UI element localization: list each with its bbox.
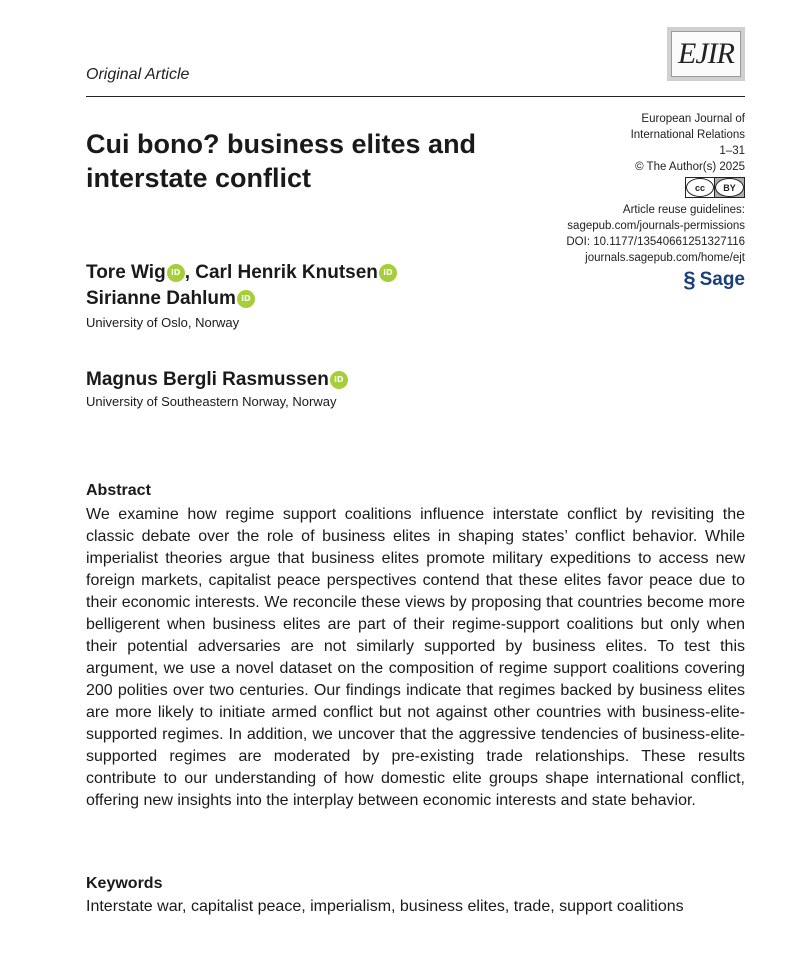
keywords-text: Interstate war, capitalist peace, imperialism, business elites, trade, support coalitions bbox=[86, 898, 684, 915]
keywords-heading: Keywords bbox=[86, 875, 163, 892]
article-type: Original Article bbox=[86, 66, 190, 83]
journal-logo bbox=[667, 27, 745, 81]
reuse-link[interactable]: sagepub.com/journals-permissions bbox=[567, 220, 745, 232]
by-icon: BY bbox=[715, 178, 744, 197]
journal-home-link[interactable]: journals.sagepub.com/home/ejt bbox=[585, 252, 745, 264]
author-line-3 bbox=[86, 369, 348, 391]
author-separator: , bbox=[184, 262, 196, 283]
author-line-1 bbox=[86, 262, 397, 284]
cc-icon: cc bbox=[686, 178, 714, 197]
publisher-name: Sage bbox=[699, 269, 745, 290]
abstract-heading: Abstract bbox=[86, 482, 151, 499]
author-name: Carl Henrik Knutsen bbox=[195, 262, 378, 283]
page-range: 1–31 bbox=[719, 145, 745, 157]
author-name: Tore Wig bbox=[86, 262, 166, 283]
reuse-label: Article reuse guidelines: bbox=[622, 204, 745, 216]
abstract-text: We examine how regime support coalitions influence interstate conflict by revisiting the classic debate over the role of business elites in shaping states’ conflict behavior. While imperialist theories argue that business elites promote military expeditions to access new foreign markets, capitalist peace perspectives contend that these elites favor peace due to their economic interests. We reconcile these views by proposing that countries become more belligerent when business elites are part of their regime-support coalitions but only when their potential adversaries are not similarly supported by business elites. To test this argument, we use a novel dataset on the composition of regime support coalitions covering 200 polities over two centuries. Our findings indicate that regimes backed by business elites are more likely to initiate armed conflict but not against other countries with business-elite-supported regimes. In addition, we uncover that the aggressive tendencies of business-elite-supported regimes are moderated by pre-existing trade relationships. These results contribute to our understanding of how domestic elite groups shape international conflict, offering new insights into the interplay between economic interests and state behavior. bbox=[86, 506, 745, 809]
sage-icon: § bbox=[683, 267, 696, 292]
journal-name-line1: European Journal of bbox=[641, 113, 745, 125]
author-name: Magnus Bergli Rasmussen bbox=[86, 369, 329, 390]
publisher-logo bbox=[485, 267, 745, 292]
author-name: Sirianne Dahlum bbox=[86, 288, 236, 309]
header-rule bbox=[86, 96, 745, 97]
copyright: © The Author(s) 2025 bbox=[635, 161, 745, 173]
orcid-icon[interactable]: iD bbox=[237, 290, 255, 308]
article-title: Cui bono? business elites and interstate conflict bbox=[86, 129, 477, 193]
author-line-2 bbox=[86, 288, 255, 310]
affiliation-1: University of Oslo, Norway bbox=[86, 315, 240, 330]
orcid-icon[interactable]: iD bbox=[167, 264, 185, 282]
orcid-icon[interactable]: iD bbox=[330, 371, 348, 389]
journal-logo-text: EJIR bbox=[671, 31, 741, 77]
affiliation-2: University of Southeastern Norway, Norway bbox=[86, 394, 337, 409]
doi[interactable]: DOI: 10.1177/13540661251327116 bbox=[566, 236, 745, 248]
orcid-icon[interactable]: iD bbox=[379, 264, 397, 282]
journal-name-line2: International Relations bbox=[630, 129, 745, 141]
journal-info bbox=[485, 111, 745, 292]
cc-by-badge bbox=[485, 175, 745, 202]
